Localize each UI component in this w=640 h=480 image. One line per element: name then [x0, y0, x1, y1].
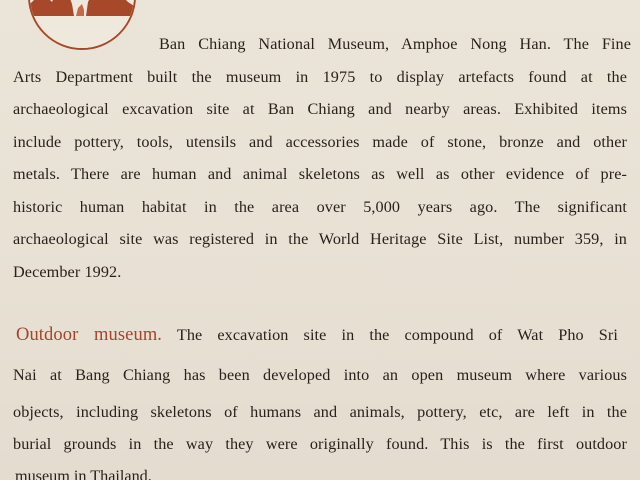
paragraph1-line-5: metals. There are human and animal skeletons as well as other evidence of pre-: [13, 165, 627, 183]
paragraph2-first-line-text: The excavation site in the compound of Wat Pho Sri: [176, 326, 618, 344]
paragraph1-line-8: December 1992.: [13, 263, 122, 281]
paragraph2-line-3: objects, including skeletons of humans and animals, pottery, etc, are left in the: [13, 403, 627, 421]
paragraph1-line-4: include pottery, tools, utensils and accessories made of stone, bronze and other: [13, 133, 627, 151]
paragraph2-line-1: [16, 325, 618, 345]
paragraph1-line-7: archaeological site was registered in the World Heritage Site List, number 359, in: [13, 230, 627, 248]
paragraph1-line-2: Arts Department built the museum in 1975 to display artefacts found at the: [13, 68, 627, 86]
section-heading-outdoor-museum: Outdoor museum.: [16, 325, 163, 345]
paragraph2-line-2: Nai at Bang Chiang has been developed into an open museum where various: [13, 366, 627, 384]
temple-logo-icon: [28, 0, 136, 50]
paragraph1-line-6: historic human habitat in the area over 5,000 years ago. The significant: [13, 198, 627, 216]
paragraph1-line-1: Ban Chiang National Museum, Amphoe Nong Han. The Fine: [159, 35, 631, 53]
paragraph2-line-4: burial grounds in the way they were originally found. This is the first outdoor: [13, 435, 627, 453]
paragraph1-line-3: archaeological excavation site at Ban Chiang and nearby areas. Exhibited items: [13, 100, 627, 118]
paragraph2-line-5: museum in Thailand.: [15, 467, 152, 480]
